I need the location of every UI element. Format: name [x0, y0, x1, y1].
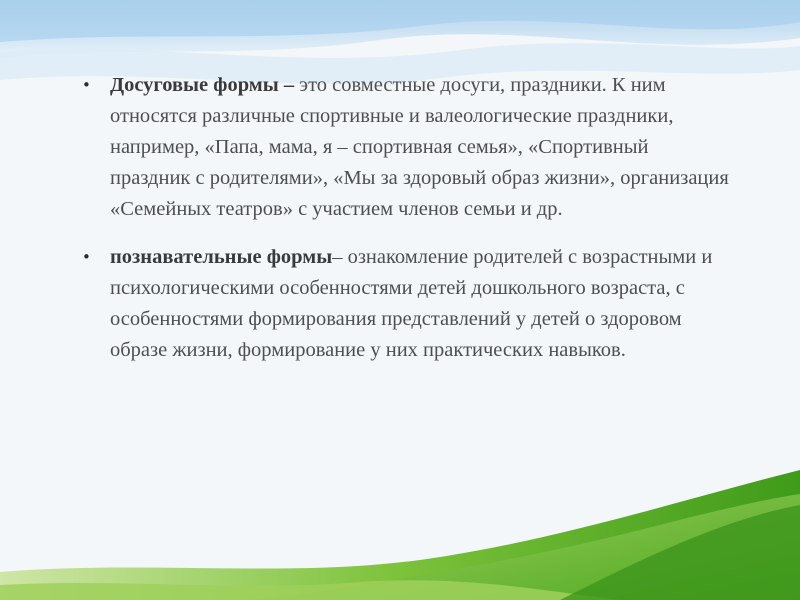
bullet-item-leisure-forms	[82, 70, 732, 225]
bullet-text: это совместные досуги, праздники. К ним относятся различные спортивные и валеологические праздники, например, «Папа, мама, я – спортивная семья», «Спортивный праздник с родителями», «Мы за здоровый образ жизни», организация «Семейных театров» с участием членов семьи и др.	[110, 74, 729, 220]
bullet-marker: •	[82, 248, 91, 266]
bullet-item-cognitive-forms	[82, 242, 732, 366]
content-area	[82, 70, 732, 383]
bullet-marker: •	[82, 76, 91, 94]
bullet-text: – ознакомление родителей с возрастными и психологическими особенностями детей дошкольного возраста, с особенностями формирования представлений у детей о здоровом образе жизни, формирование у них практических навыков.	[110, 246, 713, 361]
bullet-term: Досуговые формы –	[110, 74, 295, 96]
bullet-term: познавательные формы	[110, 246, 333, 268]
